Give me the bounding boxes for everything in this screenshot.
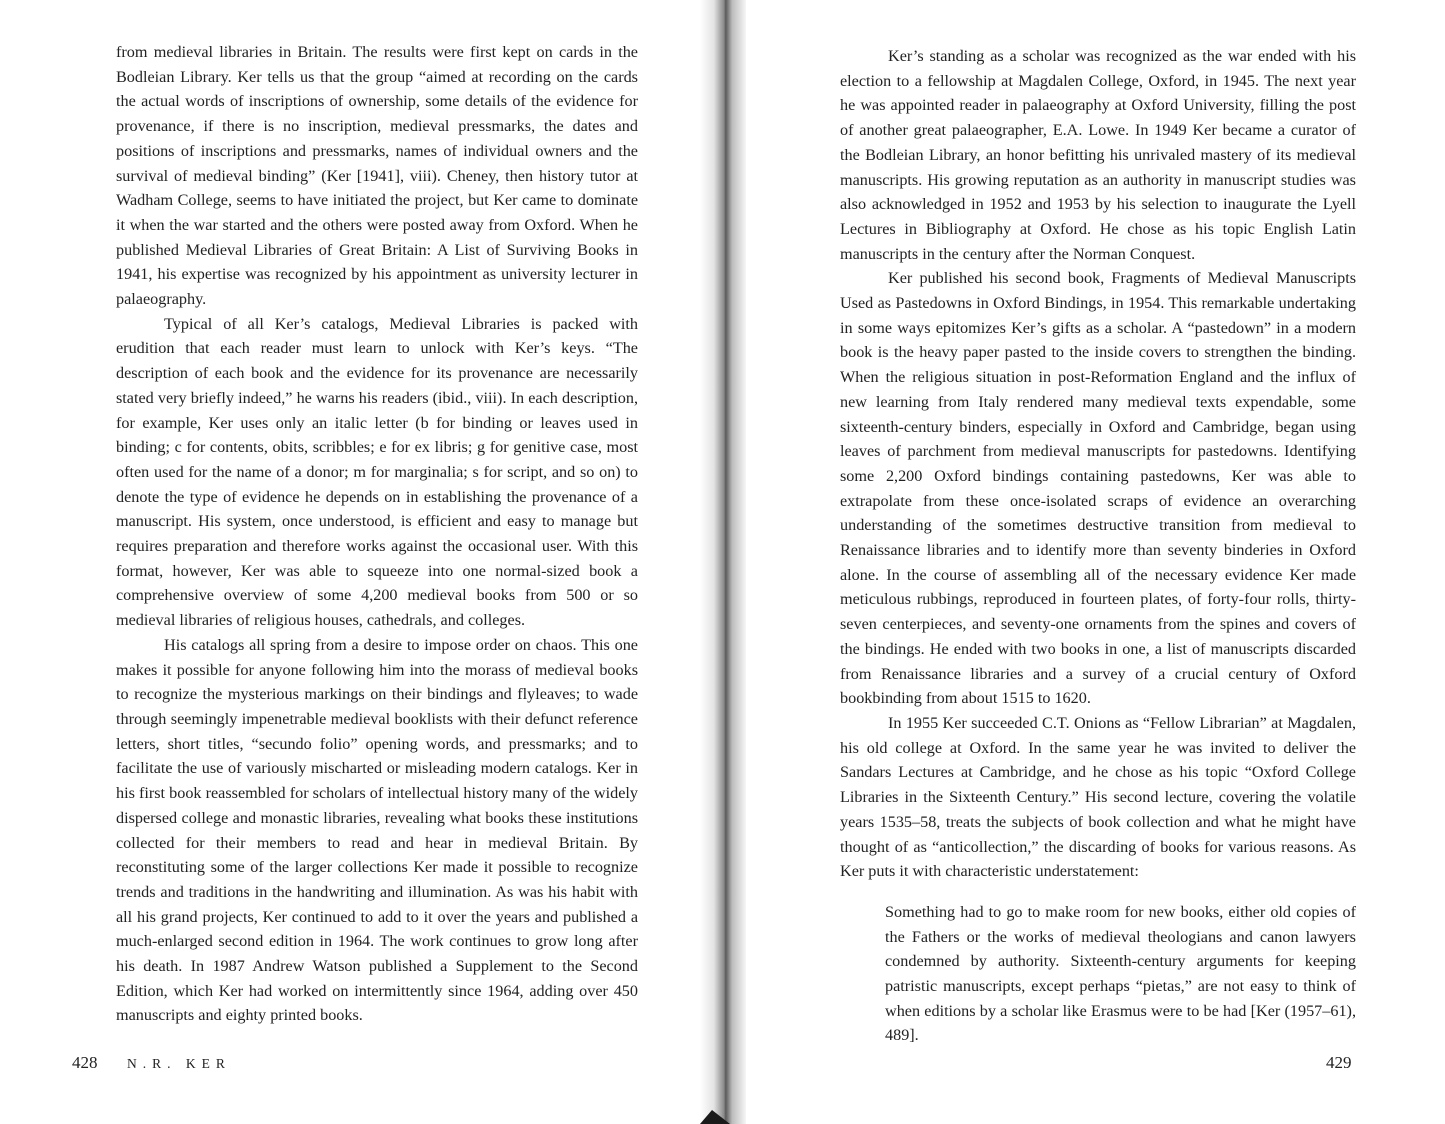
paragraph: Ker published his second book, Fragments of Medieval Manuscripts Used as Pastedowns in Oxford Bindings, in 1954. This remarkable undertaking in some ways epitomizes Ker’s gifts as a scholar. A “pastedown” in a modern book is the heavy paper pasted to the inside covers to strengthen the binding. When the religious situation in post-Reformation England and the influx of new learning from Italy rendered many medieval texts expendable, some sixteenth-century binders, especially in Oxford and Cambridge, began using leaves of parchment from medieval manuscripts for pastedowns. Identifying some 2,200 Oxford bindings containing pastedowns, Ker was able to extrapolate from these once-isolated scraps of evidence an overarching understanding of the sometimes destructive transition from medieval to Renaissance libraries and to identify more than seventy binderies in Oxford alone. In the course of assembling all of the necessary evidence Ker made meticulous rubbings, reproduced in fourteen plates, of forty-four rolls, thirty-seven centerpieces, and seventy-one ornaments from the spines and covers of the bindings. He ended with two books in one, a list of manuscripts discarded from Renaissance libraries and a survey of a crucial century of Oxford bookbinding from about 1515 to 1620. xyxy=(840,269,1356,708)
paragraph: His catalogs all spring from a desire to impose order on chaos. This one makes it possible for anyone following him into the morass of medieval books to recognize the mysterious markings on their bindings and flyleaves; to wade through seemingly impenetrable medieval booklists with their defunct reference letters, short titles, “secundo folio” opening words, and pressmarks; and to facilitate the use of variously mischarted or misleading modern catalogs. Ker in his first book reassembled for scholars of intellectual history many of the widely dispersed college and monastic libraries, revealing what books these institutions collected for their members to read and hear in medieval Britain. By reconstituting some of the larger collections Ker made it possible to recognize trends and traditions in the handwriting and illumination. As was his habit with all his grand projects, Ker continued to add to it over the years and published a much-enlarged second edition in 1964. The work continues to grow long after his death. In 1987 Andrew Watson published a Supplement to the Second Edition, which Ker had worked on intermittently since 1964, adding over 450 manuscripts and eighty printed books. xyxy=(116,635,638,1025)
right-page-body xyxy=(840,44,1356,1048)
paragraph: Ker’s standing as a scholar was recognized as the war ended with his election to a fellowship at Magdalen College, Oxford, in 1945. The next year he was appointed reader in palaeography at Oxford University, filling the post of another great palaeographer, E.A. Lowe. In 1949 Ker became a curator of the Bodleian Library, an honor befitting his unrivaled mastery of its medieval manuscripts. His growing reputation as an authority in manuscript studies was also acknowledged in 1952 and 1953 by his selection to inaugurate the Lyell Lectures in Bibliography at Oxford. He chose as his topic English Latin manuscripts in the century after the Norman Conquest. xyxy=(840,47,1356,263)
block-quote: Something had to go to make room for new books, either old copies of the Fathers or the works of medieval theologians and canon lawyers condemned by authority. Sixteenth-century arguments for keeping patristic manuscripts, except perhaps “pietas,” are not easy to think of when editions by a scholar like Erasmus were to be had [Ker (1957–61), 489]. xyxy=(885,902,1356,1045)
paragraph: Typical of all Ker’s catalogs, Medieval Libraries is packed with erudition that each reader must learn to unlock with Ker’s keys. “The description of each book and the evidence for its provenance are necessarily stated very briefly indeed,” he warns his readers (ibid., viii). In each description, for example, Ker uses only an italic letter (b for binding or leaves used in binding; c for contents, obits, scribbles; e for ex libris; g for genitive case, most often used for the name of a donor; m for marginalia; s for script, and so on) to denote the type of evidence he depends on in establishing the provenance of a manuscript. His system, once understood, is efficient and easy to manage but requires preparation and therefore works against the occasional user. With this format, however, Ker was able to squeeze into one normal-sized book a comprehensive overview of some 4,200 medieval books from 500 or so medieval libraries of religious houses, cathedrals, and colleges. xyxy=(116,314,638,630)
left-page-body xyxy=(116,40,638,1028)
left-page xyxy=(0,0,712,1124)
paragraph: from medieval libraries in Britain. The results were first kept on cards in the Bodleian Library. Ker tells us that the group “aimed at recording on the cards the actual words of inscriptions of ownership, some details of the evidence for provenance, if there is no inscription, medieval pressmarks, the dates and positions of inscriptions and pressmarks, names of individual owners and the survival of medieval binding” (Ker [1941], viii). Cheney, then history tutor at Wadham College, seems to have initiated the project, but Ker came to dominate it when the war started and the others were posted away from Oxford. When he published Medieval Libraries of Great Britain: A List of Surviving Books in 1941, his expertise was recognized by his appointment as university lecturer in palaeography. xyxy=(116,43,638,309)
gutter-shadow xyxy=(700,1110,730,1124)
paragraph: In 1955 Ker succeeded C.T. Onions as “Fellow Librarian” at Magdalen, his old college at Oxford. In the same year he was invited to deliver the Sandars Lectures at Cambridge, and he chose as his topic “Oxford College Libraries in the Sixteenth Century.” His second lecture, covering the volatile years 1535–58, treats the subjects of book collection and what he might have thought of as “anticollection,” the discarding of books for various reasons. As Ker puts it with characteristic understatement: xyxy=(840,713,1356,881)
page-number: 429 xyxy=(1326,1053,1352,1072)
page-number: 428 xyxy=(72,1053,98,1072)
running-head: N.R. KER xyxy=(127,1056,231,1071)
right-page xyxy=(738,0,1445,1124)
